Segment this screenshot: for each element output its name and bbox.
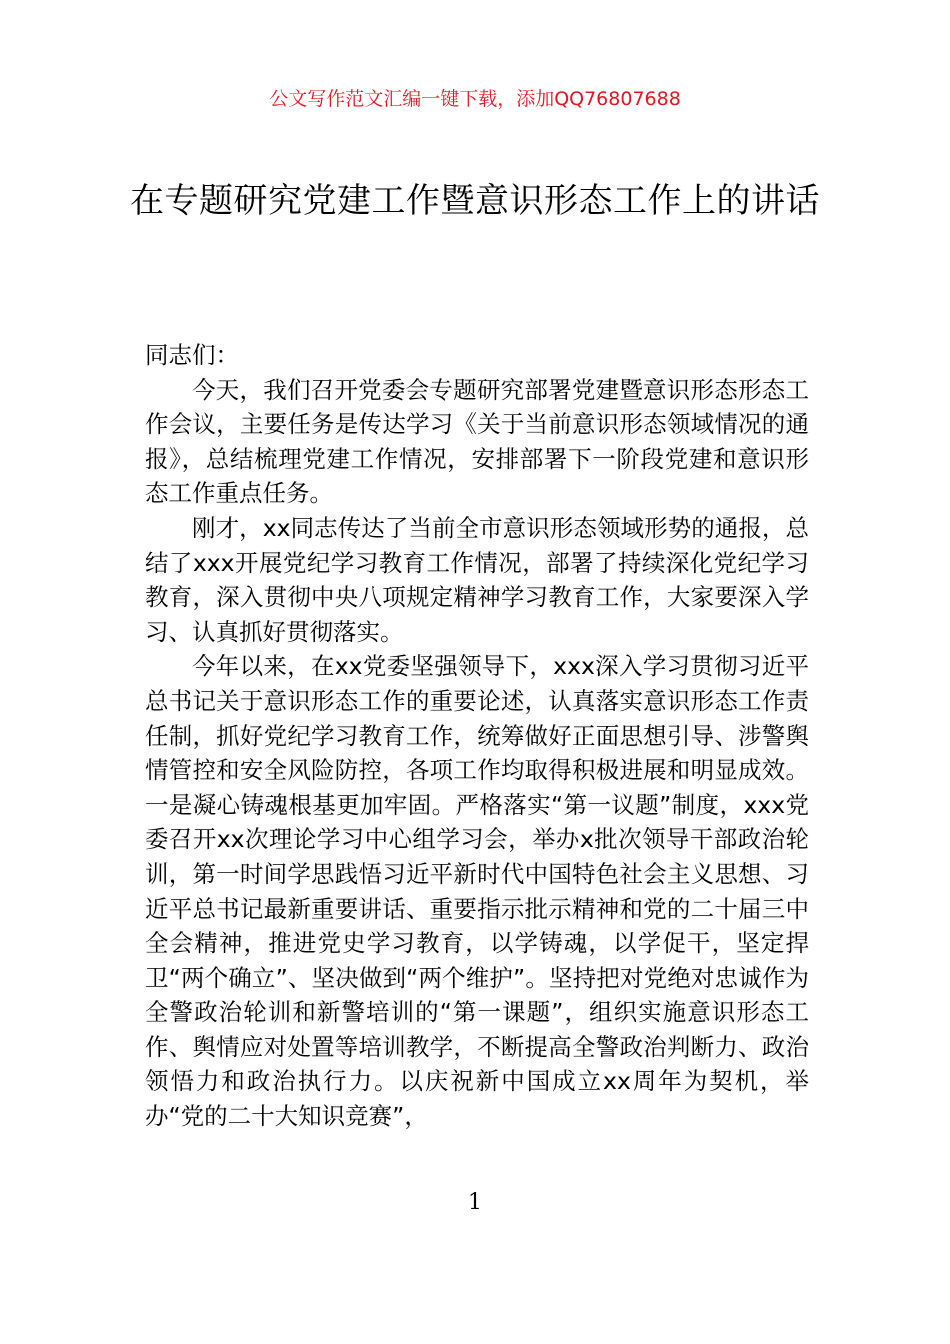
salutation: 同志们： xyxy=(145,341,239,369)
paragraph-2: 刚才，xx同志传达了当前全市意识形态领域形势的通报，总结了xxx开展党纪学习教育工作情况，部署了持续深化党纪学习教育，深入贯彻中央八项规定精神学习教育工作，大家要深入学习、认真抓好贯彻落实。 xyxy=(145,513,809,646)
document-title: 在专题研究党建工作暨意识形态工作上的讲话 xyxy=(130,181,820,221)
paragraph-1: 今天，我们召开党委会专题研究部署党建暨意识形态形态工作会议，主要任务是传达学习《关于当前意识形态领域情况的通报》，总结梳理党建工作情况，安排部署下一阶段党建和意识形态工作重点任务。 xyxy=(145,375,809,508)
page-number: 1 xyxy=(468,1190,482,1215)
document-body xyxy=(145,338,809,1134)
header-banner: 公文写作范文汇编一键下载，添加QQ76807688 xyxy=(269,88,681,110)
paragraph-3: 今年以来，在xx党委坚强领导下，xxx深入学习贯彻习近平总书记关于意识形态工作的重要论述，认真落实意识形态工作责任制，抓好党纪学习教育工作，统筹做好正面思想引导、涉警舆情管控和安全风险防控，各项工作均取得积极进展和明显成效。一是凝心铸魂根基更加牢固。严格落实“第一议题”制度，xxx党委召开xx次理论学习中心组学习会，举办x批次领导干部政治轮训，第一时间学思践悟习近平新时代中国特色社会主义思想、习近平总书记最新重要讲话、重要指示批示精神和党的二十届三中全会精神，推进党史学习教育，以学铸魂，以学促干，坚定捍卫“两个确立”、坚决做到“两个维护”。坚持把对党绝对忠诚作为全警政治轮训和新警培训的“第一课题”，组织实施意识形态工作、舆情应对处置等培训教学，不断提高全警政治判断力、政治领悟力和政治执行力。以庆祝新中国成立xx周年为契机，举办“党的二十大知识竞赛”， xyxy=(145,652,809,1131)
